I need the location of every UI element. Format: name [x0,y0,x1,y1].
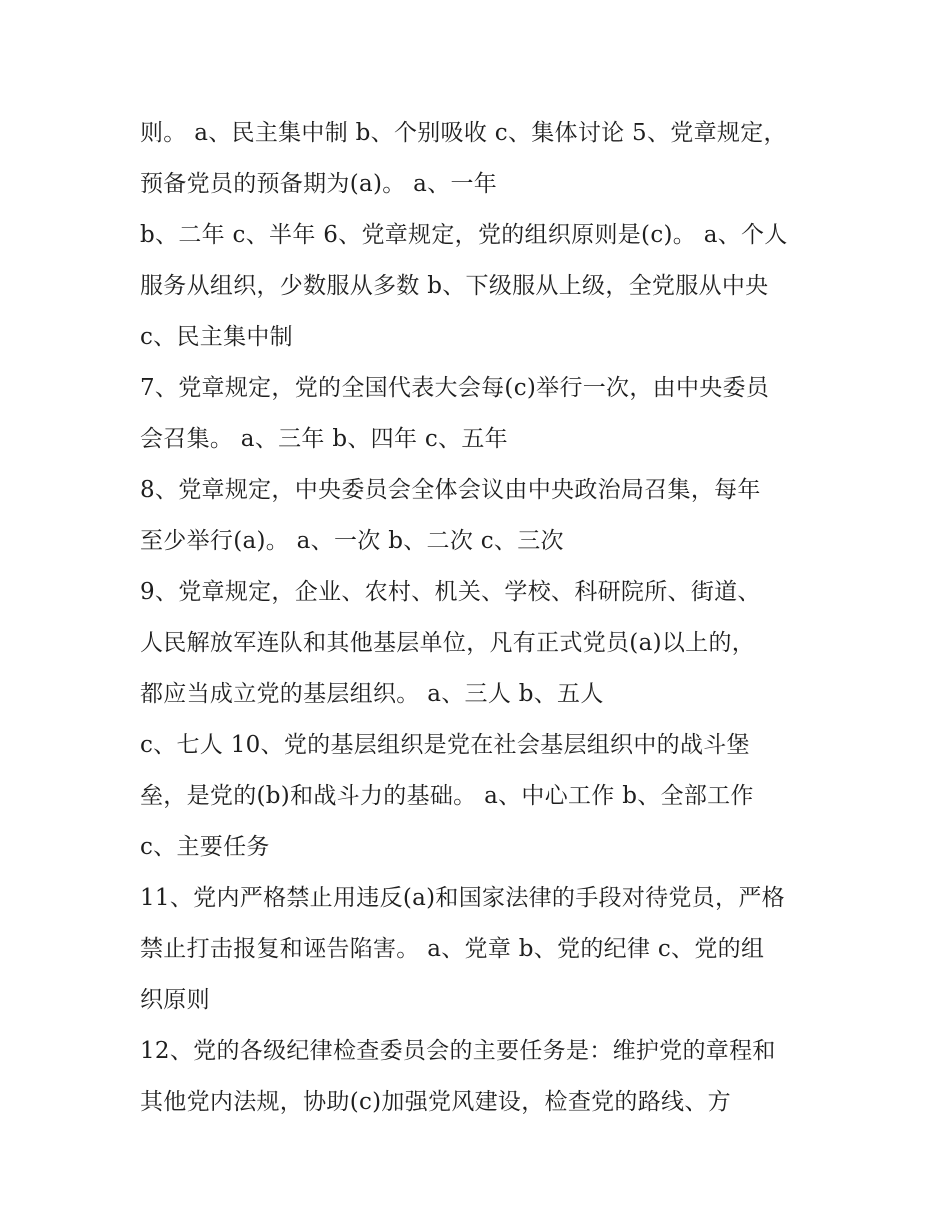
text-line: 都应当成立党的基层组织。 a、三人 b、五人 [140,681,604,707]
text-line: 预备党员的预备期为(a)。 a、一年 [140,171,498,197]
text-line: 至少举行(a)。 a、一次 b、二次 c、三次 [140,528,564,554]
text-line: 服务从组织，少数服从多数 b、下级服从上级，全党服从中央 [140,273,769,299]
text-line: 11、党内严格禁止用违反(a)和国家法律的手段对待党员，严格 [140,885,785,911]
text-line: 9、党章规定，企业、农村、机关、学校、科研院所、街道、 [140,579,761,605]
text-line: c、民主集中制 [140,324,293,350]
text-line: 12、党的各级纪律检查委员会的主要任务是：维护党的章程和 [140,1038,776,1064]
text-line: b、二年 c、半年 6、党章规定，党的组织原则是(c)。 a、个人 [140,222,788,248]
document-body [140,108,830,1128]
text-line: 会召集。 a、三年 b、四年 c、五年 [140,426,508,452]
text-line: 其他党内法规，协助(c)加强党风建设，检查党的路线、方 [140,1089,731,1115]
text-line: 垒，是党的(b)和战斗力的基础。 a、中心工作 b、全部工作 [140,783,754,809]
text-line: 人民解放军连队和其他基层单位，凡有正式党员(a)以上的， [140,630,756,656]
text-line: 8、党章规定，中央委员会全体会议由中央政治局召集，每年 [140,477,761,503]
text-line: 则。 a、民主集中制 b、个别吸收 c、集体讨论 5、党章规定， [140,120,787,146]
text-line: 7、党章规定，党的全国代表大会每(c)举行一次，由中央委员 [140,375,770,401]
text-line: 织原则 [140,987,210,1013]
text-line: c、七人 10、党的基层组织是党在社会基层组织中的战斗堡 [140,732,750,758]
text-line: c、主要任务 [140,834,270,860]
text-line: 禁止打击报复和诬告陷害。 a、党章 b、党的纪律 c、党的组 [140,936,765,962]
